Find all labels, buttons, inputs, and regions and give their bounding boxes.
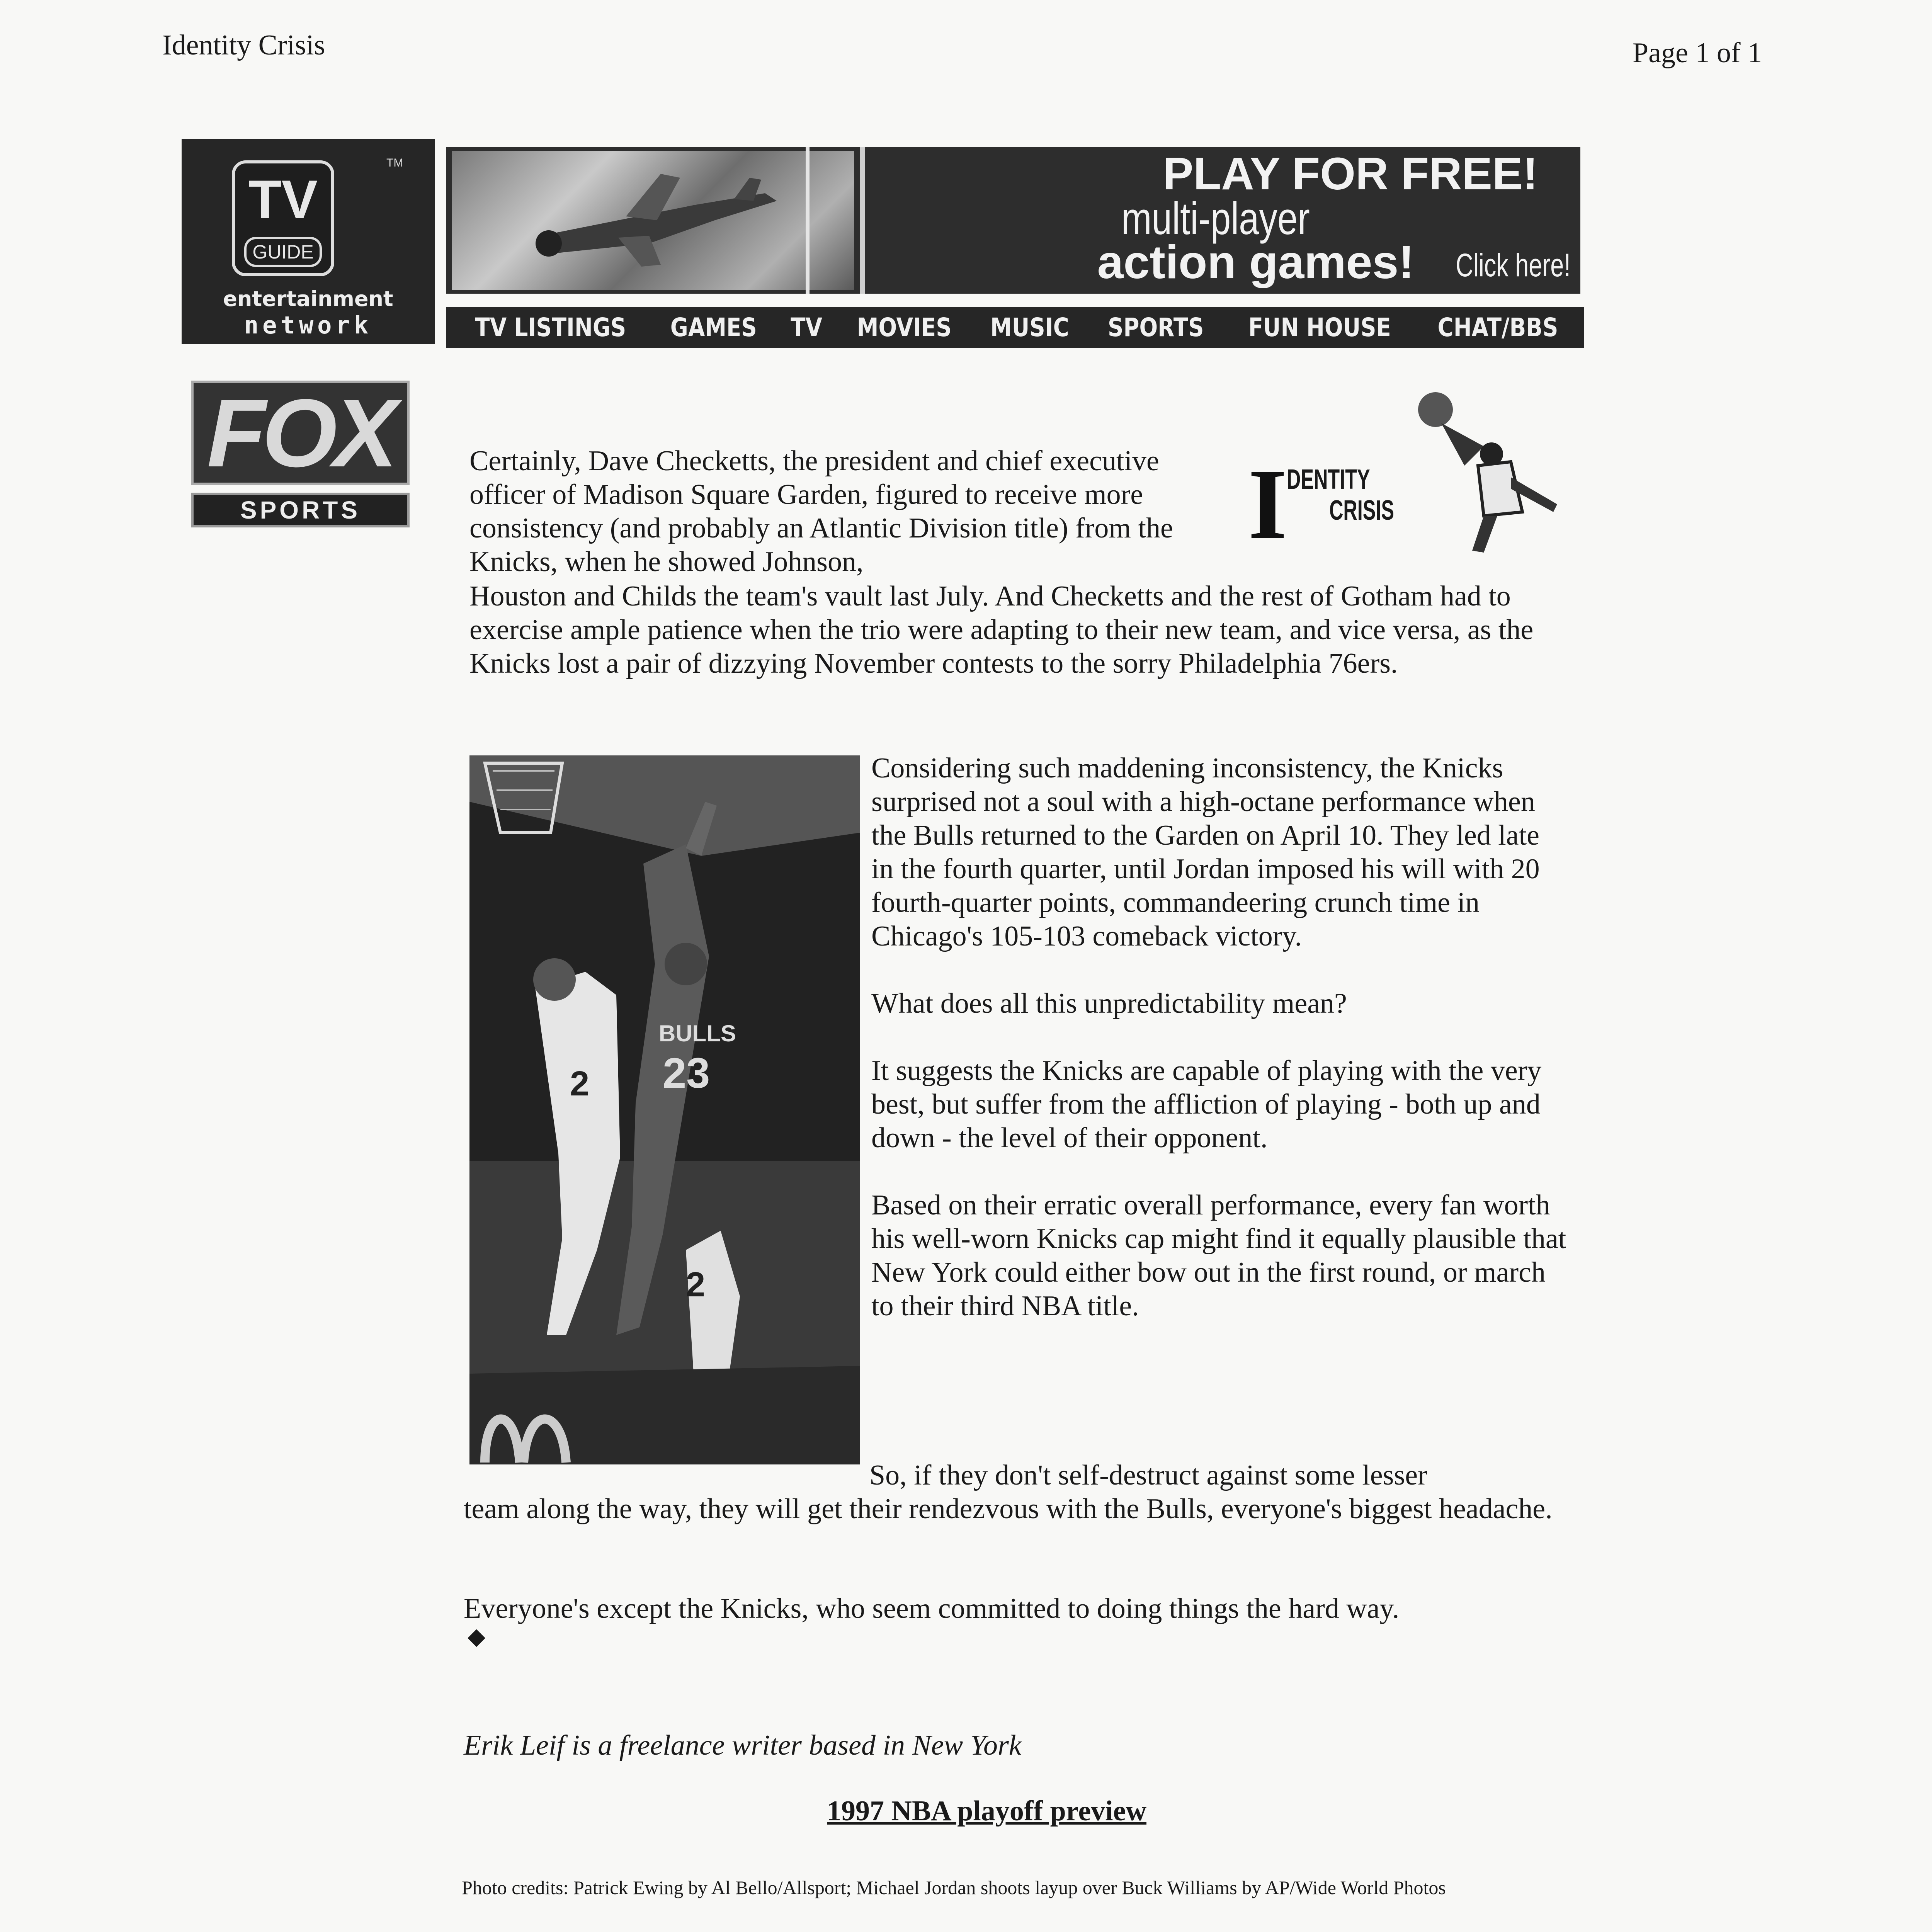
article-column [871, 752, 1567, 1357]
banner-headline: PLAY FOR FREE! [1163, 148, 1538, 199]
jordan-layup-photo [469, 755, 860, 1464]
tv-guide-tagline-2: network [244, 311, 372, 339]
banner-divider [806, 147, 810, 294]
page-number: Page 1 of 1 [1633, 37, 1762, 69]
jersey-number: 2 [570, 1065, 590, 1103]
basketball-player-icon [1395, 388, 1565, 558]
article-paragraph: What does all this unpredictability mean? [871, 988, 1347, 1019]
nav-item-sports[interactable]: SPORTS [1108, 313, 1204, 342]
jersey-number: 2 [686, 1265, 706, 1304]
author-byline: Erik Leif is a freelance writer based in New York [464, 1730, 1022, 1761]
banner-click-link[interactable]: Click here! [1456, 247, 1571, 283]
nav-item-tv[interactable]: TV [791, 313, 823, 342]
airplane-icon [533, 170, 781, 270]
fox-sports-logo[interactable]: FOX SPORTS [191, 381, 410, 531]
article-paragraph: Based on their erratic overall performance, every fan worth his well-worn Knicks cap might find it equally plausible that New York could either bow out in the first round, or march to their third NBA title. [871, 1189, 1566, 1322]
article-paragraph: It suggests the Knicks are capable of playing with the very best, but suffer from the affliction of playing - both up and down - the level of their opponent. [871, 1055, 1542, 1154]
playoff-preview-link[interactable]: 1997 NBA playoff preview [827, 1795, 1147, 1827]
banner-subline: multi-player [1121, 193, 1310, 244]
jersey-number: 23 [663, 1049, 710, 1097]
tv-screen-icon: TV GUIDE [232, 160, 334, 276]
trademark-mark: TM [386, 156, 403, 169]
nav-item-movies[interactable]: MOVIES [857, 313, 952, 342]
photo-credits: Photo credits: Patrick Ewing by Al Bello/Allsport; Michael Jordan shoots layup over Buck Williams by AP/Wide World Photos [462, 1877, 1446, 1898]
article-paragraph: Everyone's except the Knicks, who seem committed to doing things the hard way. [464, 1593, 1400, 1624]
article-paragraph: Considering such maddening inconsistency, the Knicks surprised not a soul with a high-octane performance when the Bulls returned to the Garden on April 10. They led late in the fourth quarter, until Jordan imposed his will with 20 fourth-quarter points, commandeering crunch time in Chicago's 105-103 comeback victory. [871, 752, 1540, 952]
tv-guide-logo[interactable] [182, 139, 435, 344]
page-title: Identity Crisis [162, 29, 325, 61]
nav-item-tv-listings[interactable]: TV LISTINGS [475, 313, 626, 342]
nav-item-music[interactable]: MUSIC [990, 313, 1069, 342]
article-paragraph: Houston and Childs the team's vault last July. And Checketts and the rest of Gotham had to exercise ample patience when the trio were adapting to their new team, and vice versa, as the Knicks lost a pair of dizzying November contests to the sorry Philadelphia 76ers. [469, 580, 1534, 679]
fighter-plane-image [452, 151, 854, 290]
tv-guide-tagline-1: entertainment [223, 287, 393, 311]
nav-item-games[interactable]: GAMES [670, 313, 757, 342]
games-banner-ad[interactable] [446, 147, 1580, 294]
nav-item-chat-bbs[interactable]: CHAT/BBS [1437, 313, 1558, 342]
article-paragraph: Certainly, Dave Checketts, the president and chief executive officer of Madison Square Garden, figured to receive more consistency (and probably an Atlantic Division title) from the Knicks, when he showed Johnson, [469, 445, 1173, 578]
basketball-game-image [469, 755, 860, 1464]
banner-divider [860, 147, 865, 294]
banner-subline-2: action games! [1097, 236, 1414, 288]
jersey-team-name: BULLS [659, 1020, 736, 1046]
identity-crisis-logo: I DENTITY CRISIS [1240, 388, 1565, 558]
site-navigation [446, 307, 1584, 348]
end-diamond-icon: ◆ [468, 1623, 486, 1650]
article-paragraph: So, if they don't self-destruct against some lesser team along the way, they will get their rendezvous with the Bulls, everyone's biggest headache. [464, 1459, 1553, 1525]
nav-item-fun-house[interactable]: FUN HOUSE [1248, 313, 1391, 342]
